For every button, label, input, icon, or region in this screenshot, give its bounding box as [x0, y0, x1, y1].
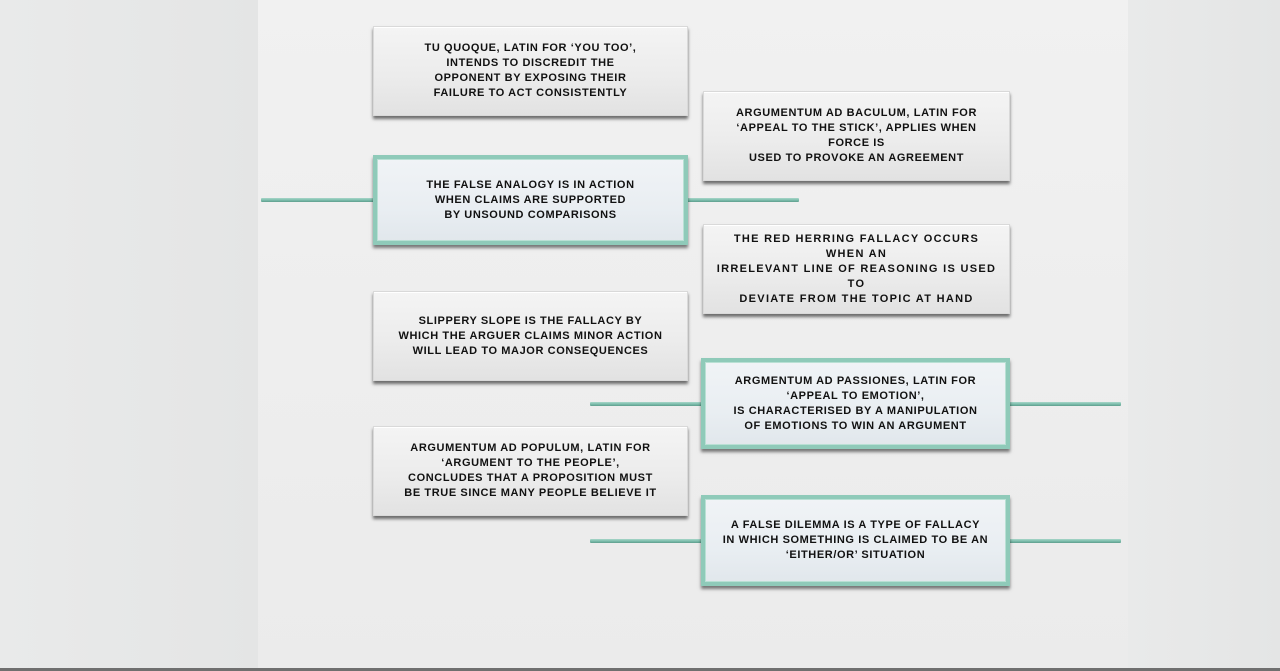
connector-false-analogy-left — [261, 198, 375, 202]
card-ad-baculum-text: ARGUMENTUM AD BACULUM, LATIN FOR ‘APPEAL TO THE STICK’, APPLIES WHEN FORCE IS USED TO PROVOKE AN AGREEMENT — [735, 107, 977, 164]
connector-ad-passiones-left — [590, 402, 704, 406]
card-tu-quoque-text: TU QUOQUE, LATIN FOR ‘YOU TOO’, INTENDS TO DISCREDIT THE OPPONENT BY EXPOSING THEIR FAILURE TO ACT CONSISTENTLY — [424, 42, 637, 99]
connector-ad-passiones-right — [1008, 402, 1121, 406]
card-ad-populum — [373, 426, 688, 516]
connector-false-dilemma-right — [1008, 539, 1121, 543]
card-false-dilemma-text: A FALSE DILEMMA IS A TYPE OF FALLACY IN WHICH SOMETHING IS CLAIMED TO BE AN ‘EITHER/OR’ SITUATION — [722, 519, 989, 561]
card-false-dilemma — [701, 495, 1010, 586]
card-slippery-slope — [373, 291, 688, 381]
card-ad-passiones-text: ARGMENTUM AD PASSIONES, LATIN FOR ‘APPEAL TO EMOTION’, IS CHARACTERISED BY A MANIPULATION OF EMOTIONS TO WIN AN ARGUMENT — [733, 374, 978, 432]
connector-false-analogy-right — [686, 198, 799, 202]
card-slippery-slope-text: SLIPPERY SLOPE IS THE FALLACY BY WHICH THE ARGUER CLAIMS MINOR ACTION WILL LEAD TO MAJOR CONSEQUENCES — [398, 314, 663, 357]
card-false-analogy — [373, 155, 688, 245]
card-ad-passiones — [701, 358, 1010, 449]
card-red-herring — [703, 224, 1010, 314]
left-background-panel — [0, 0, 258, 671]
right-background-panel — [1128, 0, 1280, 671]
card-tu-quoque — [373, 26, 688, 116]
connector-false-dilemma-left — [590, 539, 704, 543]
card-ad-baculum — [703, 91, 1010, 181]
card-false-analogy-text: THE FALSE ANALOGY IS IN ACTION WHEN CLAIMS ARE SUPPORTED BY UNSOUND COMPARISONS — [426, 178, 635, 221]
card-red-herring-text: THE RED HERRING FALLACY OCCURS WHEN AN IRRELEVANT LINE OF REASONING IS USED TO DEVIATE FROM THE TOPIC AT HAND — [716, 232, 997, 305]
card-ad-populum-text: ARGUMENTUM AD POPULUM, LATIN FOR ‘ARGUMENT TO THE PEOPLE’, CONCLUDES THAT A PROPOSITION MUST BE TRUE SINCE MANY PEOPLE BELIEVE IT — [404, 442, 657, 499]
